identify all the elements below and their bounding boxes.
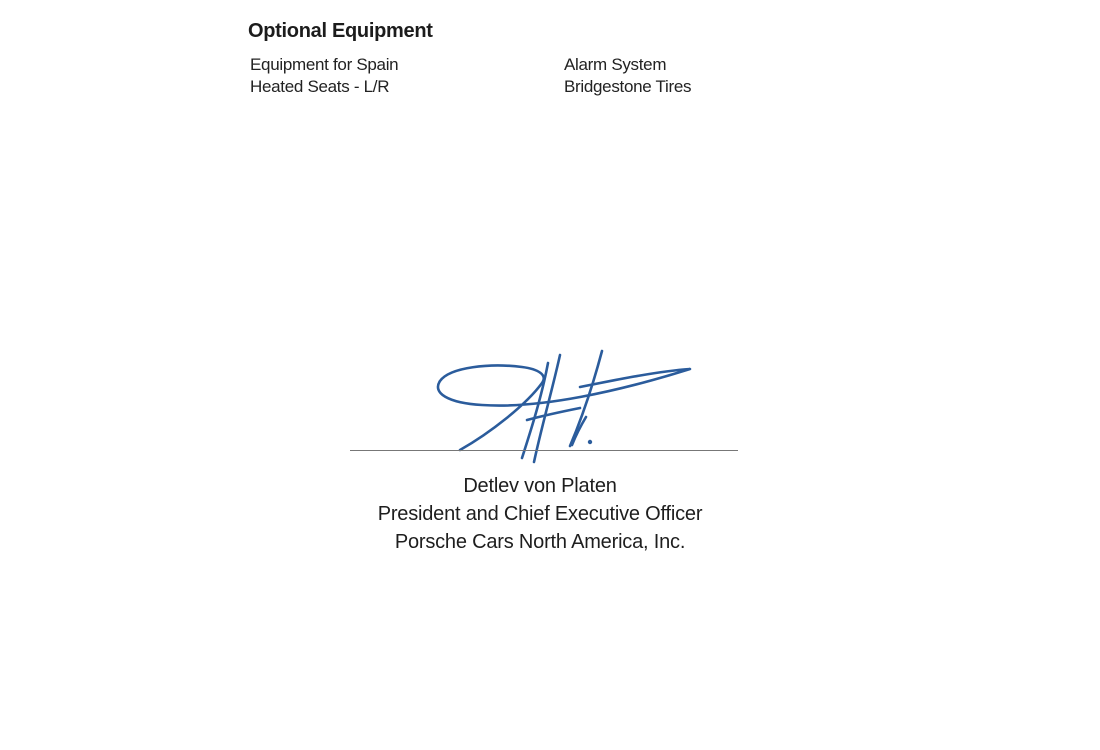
equipment-item: Alarm System xyxy=(564,55,667,74)
equipment-item: Equipment for Spain xyxy=(250,55,399,74)
signature-line xyxy=(350,450,738,451)
signatory-title: President and Chief Executive Officer xyxy=(377,503,703,525)
signature-dot xyxy=(588,440,592,444)
section-heading: Optional Equipment xyxy=(248,20,433,42)
equipment-item: Bridgestone Tires xyxy=(564,77,692,96)
signatory-name: Detlev von Platen xyxy=(463,475,617,497)
signatory-block xyxy=(340,472,740,556)
signatory-company: Porsche Cars North America, Inc. xyxy=(394,531,686,553)
equipment-list-left xyxy=(250,54,398,98)
equipment-item: Heated Seats - L/R xyxy=(250,77,390,96)
equipment-list-right xyxy=(564,54,691,98)
handwritten-signature xyxy=(430,345,700,470)
